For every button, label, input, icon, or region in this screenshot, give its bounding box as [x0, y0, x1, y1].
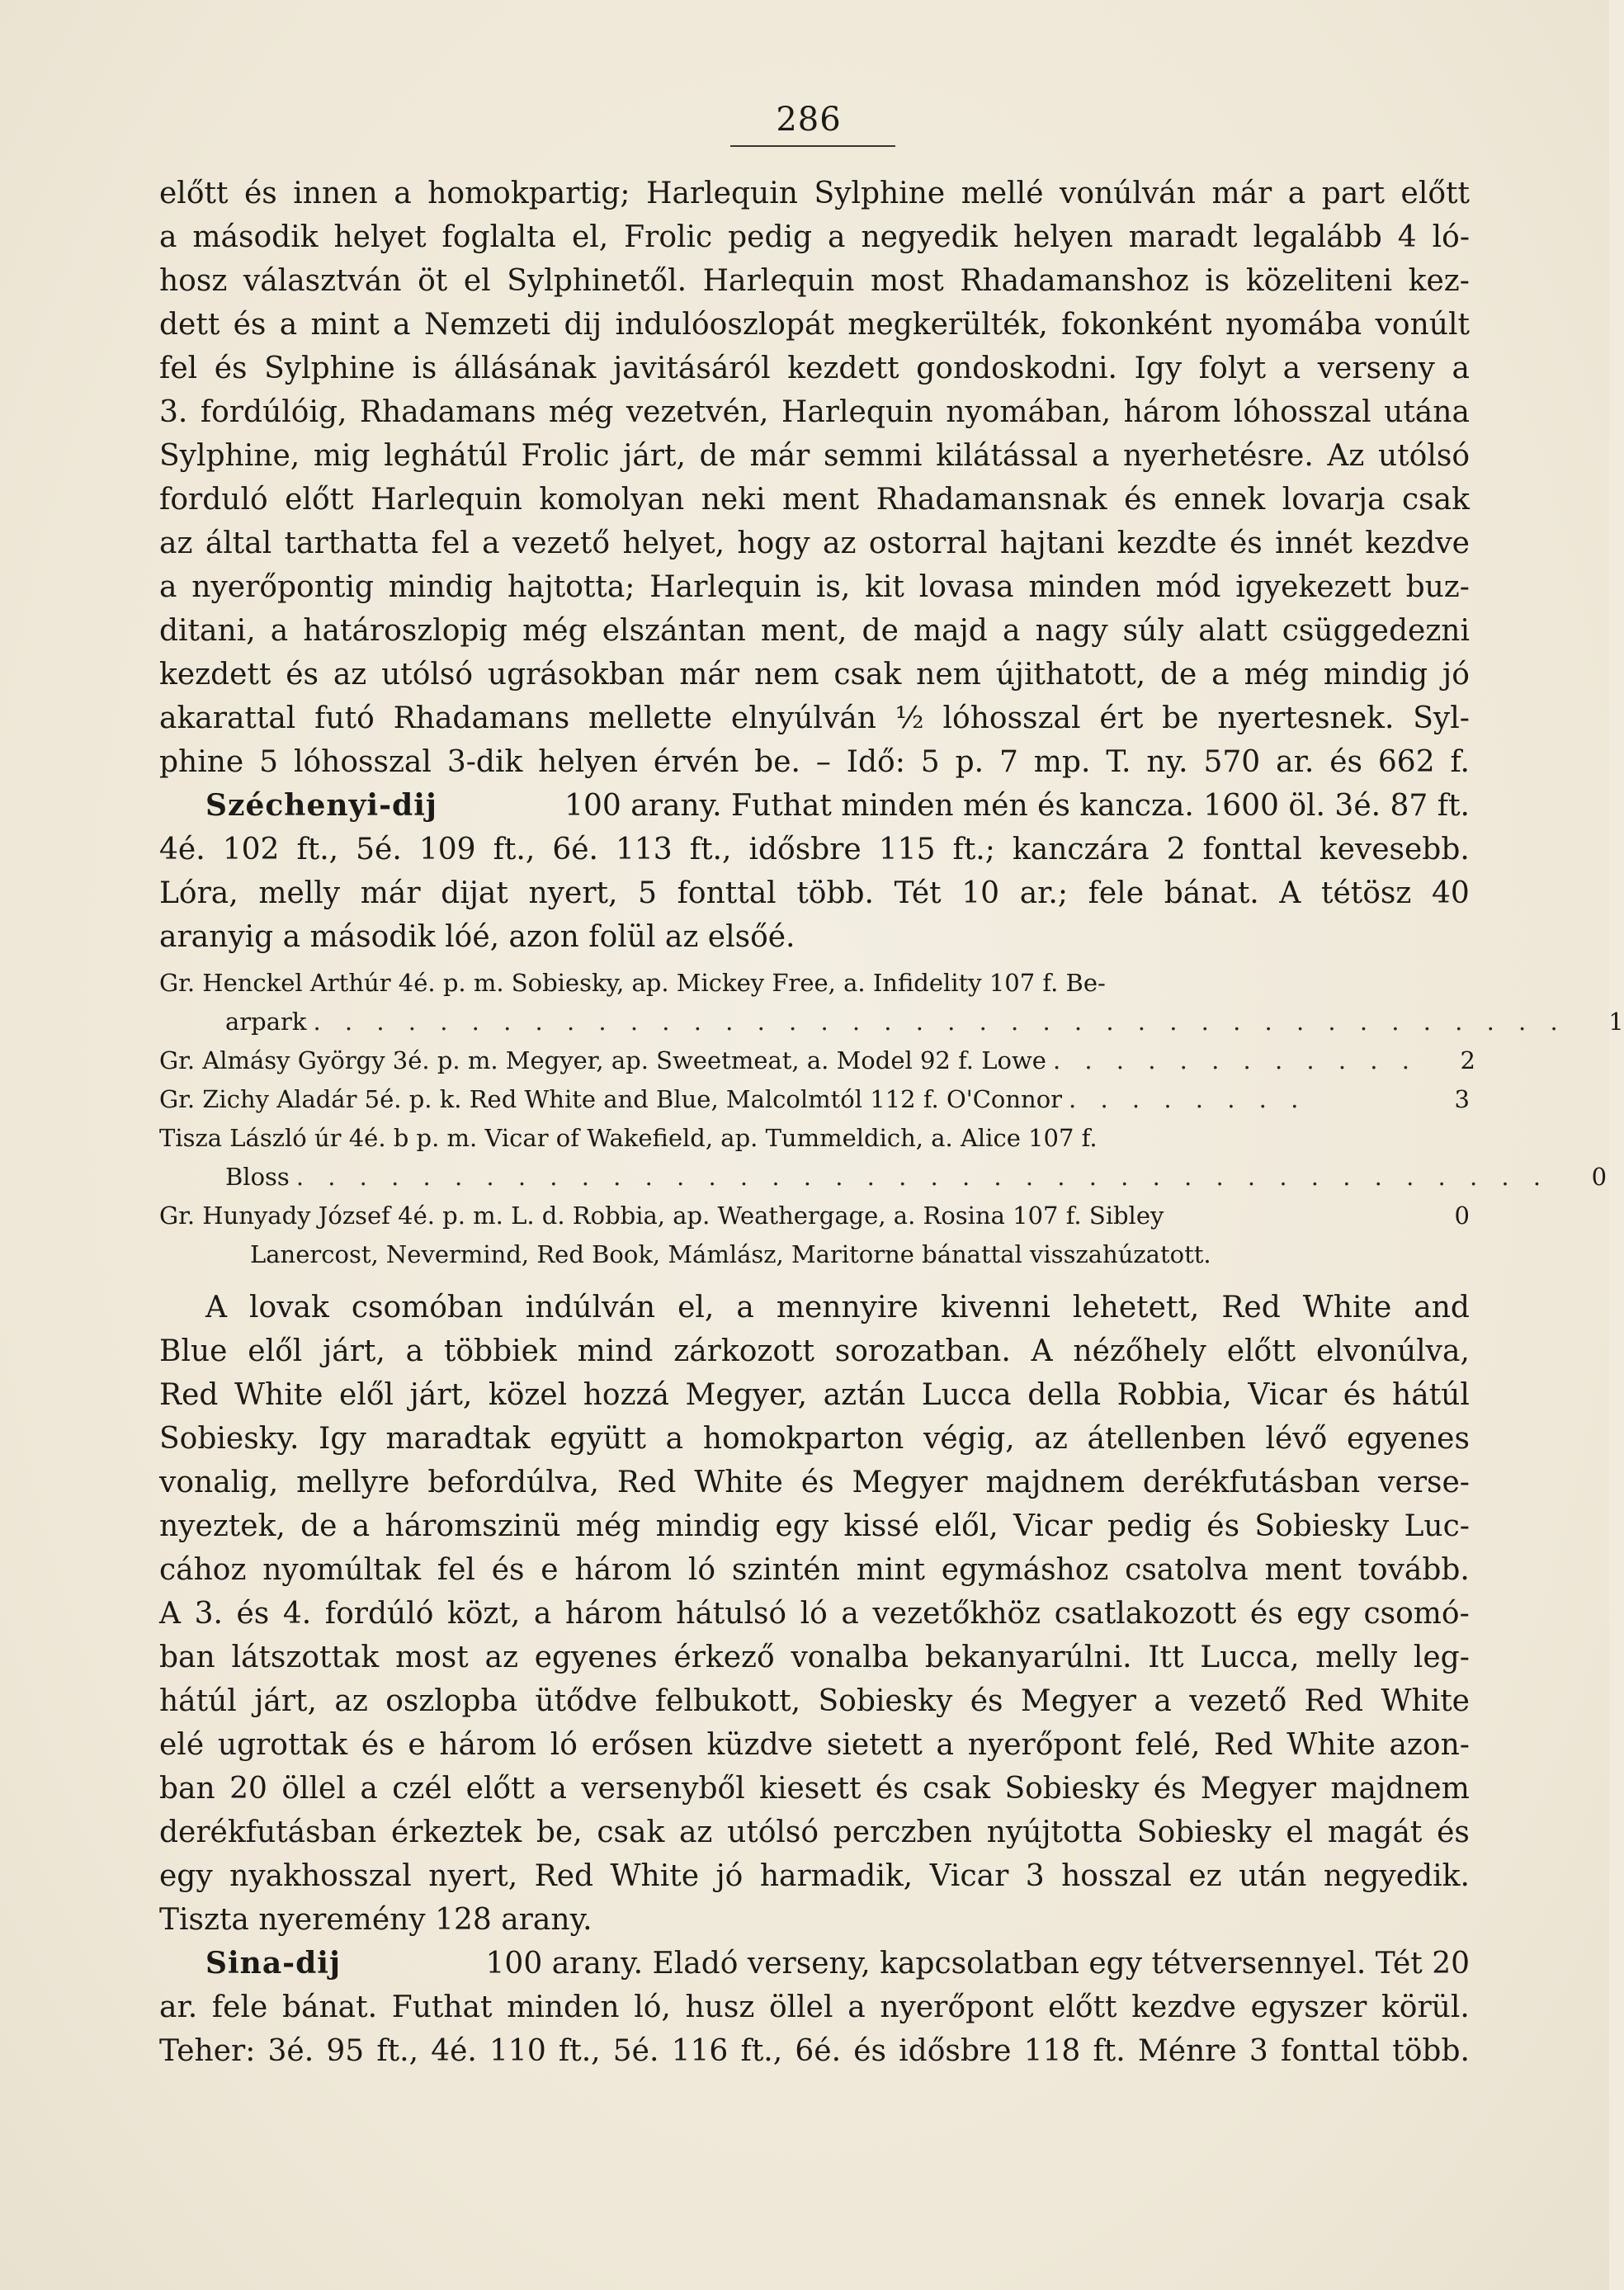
text-line: forduló előtt Harlequin komolyan neki ment Rhadamansnak és ennek lovarja csak [159, 483, 1470, 517]
text-line: ban 20 öllel a czél előtt a versenyből kiesett és csak Sobiesky és Megyer majdnem [159, 1772, 1470, 1806]
text-line: ditani, a határoszlopig még elszántan ment, de majd a nagy súly alatt csüggedezni [159, 614, 1470, 648]
text-line: a második helyet foglalta el, Frolic pedig a negyedik helyen maradt legalább 4 ló- [159, 220, 1470, 254]
entry-place: 0 [1591, 1163, 1607, 1191]
text-line: 4é. 102 ft., 5é. 109 ft., 6é. 113 ft., idősbre 115 ft.; kanczára 2 fonttal kevesebb. [159, 833, 1470, 866]
text-line: 3. fordúlóig, Rhadamans még vezetvén, Harlequin nyomában, három lóhosszal utána [159, 395, 1470, 429]
text-line: hosz választván öt el Sylphinetől. Harlequin most Rhadamanshoz is közeliteni kez- [159, 264, 1470, 298]
entry-place: 3 [1454, 1085, 1470, 1113]
leader-dots: . . . . . . . . . . . . . . . . . . . . . . . . . . . . . . . . . . . . . . . . [313, 1008, 1566, 1036]
text-line: Red White elől járt, közel hozzá Megyer, aztán Lucca della Robbia, Vicar és hátúl [159, 1378, 1470, 1412]
entry-text: Gr. Zichy Aladár 5é. p. k. Red White and Blue, Malcolmtól 112 f. O'Connor [159, 1085, 1063, 1113]
text-line: Tiszta nyeremény 128 arany. [159, 1903, 592, 1937]
section-szechenyi-dij [159, 784, 1470, 959]
entry-place: 0 [1454, 1202, 1470, 1230]
text-line: az által tarthatta fel a vezető helyet, hogy az ostorral hajtani kezdte és innét kezdve [159, 526, 1470, 560]
entry-place: 1 [1608, 1008, 1624, 1036]
text-line: akarattal futó Rhadamans mellette elnyúlván ½ lóhosszal ért be nyertesnek. Syl- [159, 701, 1470, 735]
entry-place: 2 [1460, 1046, 1475, 1074]
section-first-line [159, 1942, 1470, 1985]
text-line: kezdett és az utólsó ugrásokban már nem csak nem újithatott, de a még mindig jó [159, 658, 1470, 692]
text-line: hátúl járt, az oszlopba ütődve felbukott, Sobiesky és Megyer a vezető Red White [159, 1684, 1470, 1718]
withdrawn-note [159, 1235, 1470, 1274]
entry-row [159, 1119, 1470, 1158]
text-line: cához nyomúltak fel és e három ló szintén mint egymáshoz csatolva ment tovább. [159, 1553, 1470, 1587]
text-line: ban látszottak most az egyenes érkező vonalba bekanyarúlni. Itt Lucca, melly leg- [159, 1641, 1470, 1674]
section-title: Széchenyi-dij [205, 788, 437, 823]
text-line: fel és Sylphine is állásának javitásáról kezdett gondoskodni. Igy folyt a verseny a [159, 352, 1470, 385]
entry-row [159, 1003, 1624, 1041]
entry-row [159, 1158, 1607, 1197]
entry-row [159, 1041, 1475, 1080]
text-line: Sylphine, mig leghátúl Frolic járt, de már semmi kilátással a nyerhetésre. Az utólsó [159, 439, 1470, 473]
header-rule [730, 145, 895, 147]
text-line: elé ugrottak és e három ló erősen küzdve sietett a nyerőpont felé, Red White azon- [159, 1728, 1470, 1762]
entry-text: arpark [225, 1008, 307, 1036]
paragraph-race-description [159, 1286, 1470, 1942]
entry-text: Gr. Hunyady József 4é. p. m. L. d. Robbia, ap. Weathergage, a. Rosina 107 f. Sibley [159, 1202, 1164, 1230]
text-line: a nyerőpontig mindig hajtotta; Harlequin is, kit lovasa minden mód igyekezett buz- [159, 570, 1470, 604]
entry-text: Bloss [225, 1163, 290, 1191]
leader-dots: . . . . . . . . [1069, 1085, 1307, 1113]
text-line: Blue elől járt, a többiek mind zárkozott sorozatban. A nézőhely előtt elvonúlva, [159, 1334, 1470, 1368]
entry-row [159, 964, 1470, 1003]
entry-row [159, 1197, 1470, 1235]
page-body [159, 172, 1624, 2073]
section-title: Sina-dij [205, 1946, 341, 1981]
leader-dots: . . . . . . . . . . . . . . . . . . . . . . . . . . . . . . . . . . . . . . . . [295, 1163, 1550, 1191]
text-line: aranyig a második lóé, azon folül az elsőé. [159, 920, 795, 954]
entry-text: Tisza László úr 4é. b p. m. Vicar of Wakefield, ap. Tummeldich, a. Alice 107 f. [159, 1124, 1098, 1152]
section-first-line-rest: 100 arany. Futhat minden mén és kancza. 1600 öl. 3é. 87 ft. [564, 789, 1470, 823]
text-line: derékfutásban érkeztek be, csak az utólsó perczben nyújtotta Sobiesky el magát és [159, 1815, 1470, 1849]
text-line: ar. fele bánat. Futhat minden ló, husz öllel a nyerőpont előtt kezdve egyszer körül. [159, 1990, 1470, 2024]
section-first-line-rest: 100 arany. Eladó verseny, kapcsolatban egy tétversennyel. Tét 20 [485, 1947, 1470, 1981]
text-line: A lovak csomóban indúlván el, a mennyire kivenni lehetett, Red White and [205, 1291, 1470, 1324]
text-line: A 3. és 4. fordúló közt, a három hátulsó ló a vezetőkhöz csatlakozott és egy csomó- [159, 1597, 1470, 1631]
text-line: Lóra, melly már dijat nyert, 5 fonttal több. Tét 10 ar.; fele bánat. A tétösz 40 [159, 876, 1470, 910]
text-line: egy nyakhosszal nyert, Red White jó harmadik, Vicar 3 hosszal ez után negyedik. [159, 1859, 1470, 1893]
entries-list [159, 964, 1624, 1274]
paragraph-race-report [159, 172, 1470, 784]
text-line: Teher: 3é. 95 ft., 4é. 110 ft., 5é. 116 ft., 6é. és idősbre 118 ft. Ménre 3 fonttal több. [159, 2034, 1470, 2068]
section-first-line [159, 784, 1470, 828]
text-line: előtt és innen a homokpartig; Harlequin Sylphine mellé vonúlván már a part előtt [159, 177, 1470, 210]
section-sina-dij [159, 1942, 1470, 2073]
entry-text: Gr. Henckel Arthúr 4é. p. m. Sobiesky, ap. Mickey Free, a. Infidelity 107 f. Be- [159, 969, 1106, 997]
text-line: vonalig, mellyre befordúlva, Red White és Megyer majdnem derékfutásban verse- [159, 1466, 1470, 1499]
entry-text: Gr. Almásy György 3é. p. m. Megyer, ap. Sweetmeat, a. Model 92 f. Lowe [159, 1046, 1046, 1074]
text-line: phine 5 lóhosszal 3-dik helyen érvén be. – Idő: 5 p. 7 mp. T. ny. 570 ar. és 662 f. [159, 745, 1470, 779]
withdrawn-text: Lanercost, Nevermind, Red Book, Mámlász, Maritorne bánattal visszahúzatott. [250, 1240, 1211, 1268]
text-line: Sobiesky. Igy maradtak együtt a homokparton végig, az átellenben lévő egyenes [159, 1422, 1470, 1456]
text-line: nyeztek, de a háromszinü még mindig egy kissé elől, Vicar pedig és Sobiesky Luc- [159, 1509, 1470, 1543]
text-line: dett és a mint a Nemzeti dij indulóoszlopát megkerülték, fokonként nyomába vonúlt [159, 308, 1470, 342]
page-number: 286 [776, 101, 842, 139]
leader-dots: . . . . . . . . . . . . [1052, 1046, 1418, 1074]
entry-row [159, 1080, 1470, 1119]
